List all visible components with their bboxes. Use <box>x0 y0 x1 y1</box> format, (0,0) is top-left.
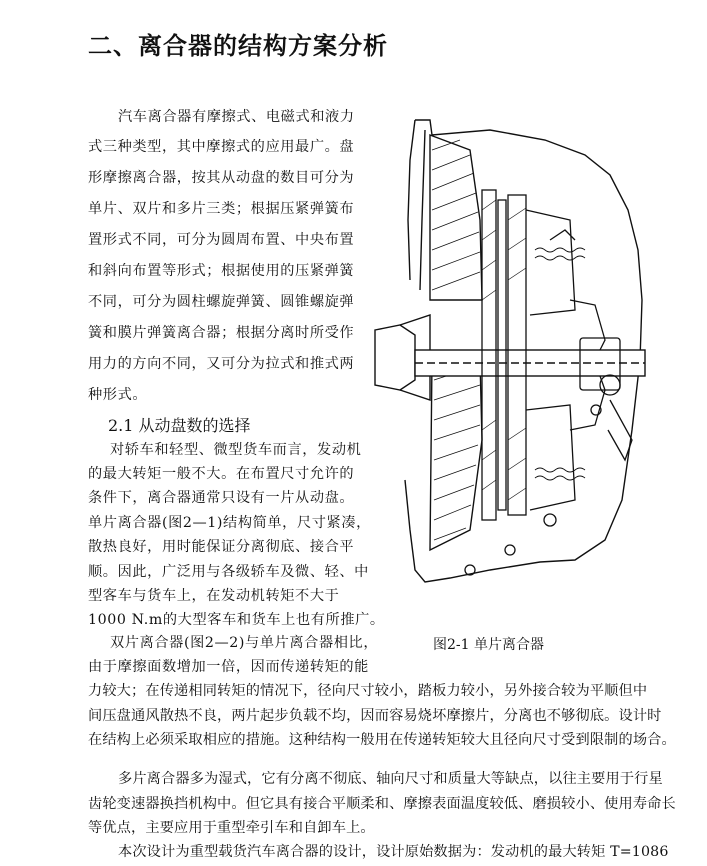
single-plate-clutch-figure <box>370 100 670 600</box>
section-line: 双片离合器(图2—2)与单片离合器相比， <box>110 635 379 651</box>
full-line: 在结构上必须采取相应的措施。这种结构一般用在传递转矩较大且径向尺寸受到限制的场合。 <box>88 732 676 748</box>
section-line: 由于摩擦面数增加一倍，因而传递转矩的能 <box>88 659 369 675</box>
intro-line: 单片、双片和多片三类；根据压紧弹簧布 <box>88 201 355 217</box>
para2-line: 本次设计为重型载货汽车离合器的设计，设计原始数据为：发动机的最大转矩 T=1086 <box>118 844 669 860</box>
section-line: 顺。因此，广泛用与各级轿车及微、轻、中 <box>88 564 369 580</box>
intro-line: 置形式不同，可分为圆周布置、中央布置 <box>88 232 355 248</box>
section-line: 单片离合器(图2—1)结构简单，尺寸紧凑， <box>88 515 371 531</box>
figure-caption: 图2-1 单片离合器 <box>433 637 544 653</box>
full-line: 力较大；在传递相同转矩的情况下，径向尺寸较小，踏板力较小，另外接合较为平顺但中 <box>88 683 648 699</box>
intro-line: 汽车离合器有摩擦式、电磁式和液力 <box>118 109 355 125</box>
para2-line: 齿轮变速器换挡机构中。但它具有接合平顺柔和、摩擦表面温度较低、磨损较小、使用寿命长 <box>88 796 676 812</box>
intro-line: 式三种类型，其中摩擦式的应用最广。盘 <box>88 139 355 155</box>
para2-line: 等优点，主要应用于重型牵引车和自卸车上。 <box>88 820 375 836</box>
section-line: 型客车与货车上，在发动机转矩不大于 <box>88 588 340 604</box>
section-heading: 2.1 从动盘数的选择 <box>108 416 251 435</box>
full-line: 间压盘通风散热不良，两片起步负载不均，因而容易烧坏摩擦片，分离也不够彻底。设计时 <box>88 708 662 724</box>
section-line: 的最大转矩一般不大。在布置尺寸允许的 <box>88 466 355 482</box>
intro-line: 和斜向布置等形式；根据使用的压紧弹簧 <box>88 263 355 279</box>
intro-line: 种形式。 <box>88 387 148 403</box>
para2-line: 多片离合器多为湿式，它有分离不彻底、轴向尺寸和质量大等缺点，以往主要用于行星 <box>118 771 663 787</box>
intro-line: 簧和膜片弹簧离合器；根据分离时所受作 <box>88 325 355 341</box>
intro-line: 用力的方向不同，又可分为拉式和推式两 <box>88 356 355 372</box>
section-line: 条件下，离合器通常只设有一片从动盘。 <box>88 490 355 506</box>
page-title: 二、离合器的结构方案分析 <box>88 32 388 60</box>
intro-line: 形摩擦离合器，按其从动盘的数目可分为 <box>88 170 355 186</box>
intro-line: 不同，可分为圆柱螺旋弹簧、圆锥螺旋弹 <box>88 294 355 310</box>
section-line: 散热良好，用时能保证分离彻底、接合平 <box>88 539 355 555</box>
section-line: 1000 N.m的大型客车和货车上也有所推广。 <box>88 612 385 628</box>
section-line: 对轿车和轻型、微型货车而言，发动机 <box>110 442 362 458</box>
